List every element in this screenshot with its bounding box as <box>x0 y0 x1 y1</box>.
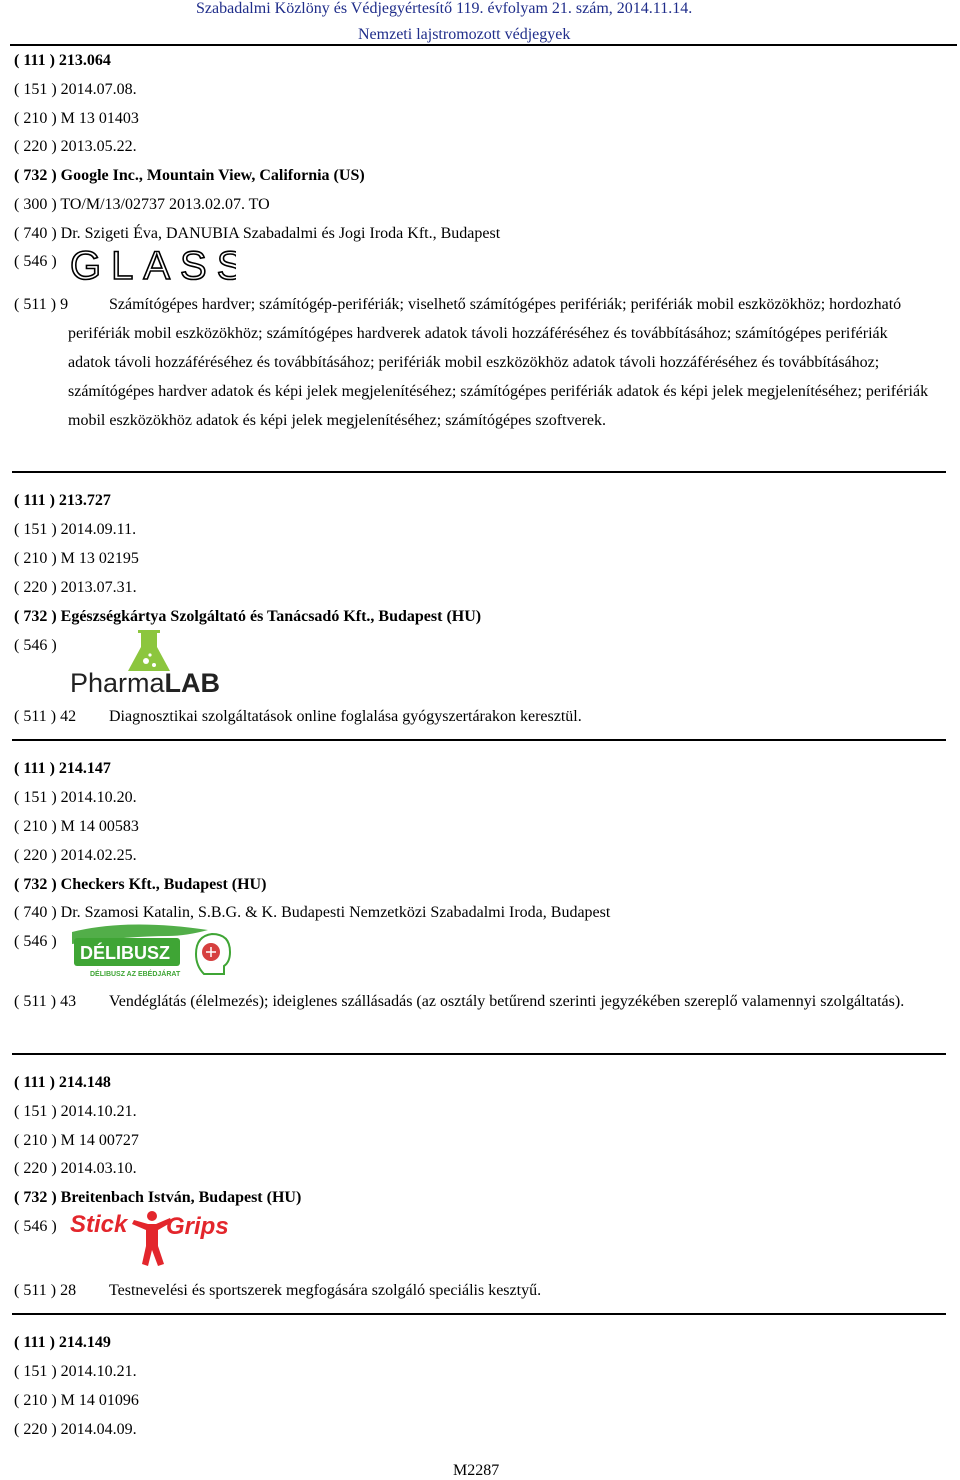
entry3-reg-number: ( 111 ) 214.147 <box>14 760 111 777</box>
stickgrips-logo <box>68 1206 236 1270</box>
entry3-class-text: Vendéglátás (élelmezés); ideiglenes szállásadás (az osztály betűrend szerinti jegyzékében szereplő valamennyi szolgáltatás). <box>109 993 905 1010</box>
entry2-classification <box>14 702 934 731</box>
entry3-classification <box>14 987 934 1016</box>
entry3-class-code: ( 511 ) 43 <box>14 993 77 1010</box>
entry1-mark-label: ( 546 ) <box>14 253 57 270</box>
entry-separator <box>12 471 946 473</box>
entry3-mark-label: ( 546 ) <box>14 933 57 950</box>
entry2-class-text: Diagnosztikai szolgáltatások online foglalása gyógyszertárakon keresztül. <box>109 708 582 725</box>
entry5-reg-date: ( 151 ) 2014.10.21. <box>14 1363 137 1380</box>
entry-separator <box>12 739 946 741</box>
entry3-representative: ( 740 ) Dr. Szamosi Katalin, S.B.G. & K. Budapesti Nemzetközi Szabadalmi Iroda, Budapest <box>14 904 611 921</box>
stickgrips-logo-text-b: Grips <box>166 1213 229 1240</box>
svg-text:PharmaLAB <box>70 668 220 696</box>
pharmalab-logo-text-b: LAB <box>164 668 221 696</box>
entry1-reg-date: ( 151 ) 2014.07.08. <box>14 81 137 98</box>
page-number: M2287 <box>453 1462 500 1479</box>
entry3-filing-date: ( 220 ) 2014.02.25. <box>14 847 137 864</box>
entry1-app-number: ( 210 ) M 13 01403 <box>14 110 139 127</box>
entry4-reg-number: ( 111 ) 214.148 <box>14 1074 111 1091</box>
entry-separator <box>12 1053 946 1055</box>
entry1-filing-date: ( 220 ) 2013.05.22. <box>14 138 137 155</box>
head-icon <box>196 934 230 974</box>
entry5-reg-number: ( 111 ) 214.149 <box>14 1334 111 1351</box>
entry4-filing-date: ( 220 ) 2014.03.10. <box>14 1160 137 1177</box>
entry2-app-number: ( 210 ) M 13 02195 <box>14 550 139 567</box>
entry1-priority: ( 300 ) TO/M/13/02737 2013.02.07. TO <box>14 196 270 213</box>
entry4-mark-label: ( 546 ) <box>14 1218 57 1235</box>
entry3-reg-date: ( 151 ) 2014.10.20. <box>14 789 137 806</box>
entry2-filing-date: ( 220 ) 2013.07.31. <box>14 579 137 596</box>
entry5-filing-date: ( 220 ) 2014.04.09. <box>14 1421 137 1438</box>
stickgrips-logo-text-a: Stick <box>70 1211 128 1238</box>
pharmalab-logo-text-a: Pharma <box>70 668 165 696</box>
glass-logo <box>70 246 236 284</box>
entry3-owner: ( 732 ) Checkers Kft., Budapest (HU) <box>14 876 267 893</box>
entry2-reg-date: ( 151 ) 2014.09.11. <box>14 521 137 538</box>
entry2-class-code: ( 511 ) 42 <box>14 708 77 725</box>
entry1-class-code: ( 511 ) 9 <box>14 296 69 313</box>
entry5-app-number: ( 210 ) M 14 01096 <box>14 1392 139 1409</box>
entry4-classification <box>14 1276 934 1305</box>
entry1-reg-number: ( 111 ) 213.064 <box>14 52 111 69</box>
glass-logo-text: GLASS <box>70 246 236 284</box>
entry1-representative: ( 740 ) Dr. Szigeti Éva, DANUBIA Szabadalmi és Jogi Iroda Kft., Budapest <box>14 225 501 242</box>
delibusz-logo-sub: DÉLIBUSZ AZ EBÉDJÁRAT <box>90 971 181 978</box>
entry-separator <box>12 1313 946 1315</box>
entry4-owner: ( 732 ) Breitenbach István, Budapest (HU) <box>14 1189 302 1206</box>
entry2-reg-number: ( 111 ) 213.727 <box>14 492 111 509</box>
flask-icon <box>128 630 170 671</box>
entry2-mark-label: ( 546 ) <box>14 637 57 654</box>
entry4-app-number: ( 210 ) M 14 00727 <box>14 1132 139 1149</box>
entry1-owner: ( 732 ) Google Inc., Mountain View, California (US) <box>14 167 365 184</box>
publication-title: Szabadalmi Közlöny és Védjegyértesítő 119. évfolyam 21. szám, 2014.11.14. <box>196 0 693 17</box>
entry3-app-number: ( 210 ) M 14 00583 <box>14 818 139 835</box>
entry4-class-text: Testnevelési és sportszerek megfogására szolgáló speciális kesztyű. <box>109 1282 542 1299</box>
entry2-owner: ( 732 ) Egészségkártya Szolgáltató és Tanácsadó Kft., Budapest (HU) <box>14 608 482 625</box>
entry1-class-text: Számítógépes hardver; számítógép-perifériák; viselhető számítógépes perifériák; perifériák mobil eszközökhöz; hordozható perifériák mobil eszközökhöz; számítógépes hardverek adatok távoli hozzáféréséhez és továbbításához; számítógépes perifériák adatok távoli hozzáféréséhez és továbbításához; perifériák mobil eszközökhöz adatok távoli hozzáféréséhez és továbbításához; számítógépes hardver adatok és képi jelek megjelenítéséhez; számítógépes perifériák adatok és képi jelek megjelenítéséhez; perifériák mobil eszközökhöz adatok és képi jelek megjelenítéséhez; számítógépes szoftverek. <box>68 296 929 429</box>
entry4-class-code: ( 511 ) 28 <box>14 1282 77 1299</box>
header-rule <box>10 44 957 46</box>
pharmalab-logo <box>68 628 236 696</box>
entry4-reg-date: ( 151 ) 2014.10.21. <box>14 1103 137 1120</box>
delibusz-logo <box>68 922 236 980</box>
entry1-classification <box>14 290 934 435</box>
delibusz-logo-text: DÉLIBUSZ <box>80 943 170 963</box>
section-title: Nemzeti lajstromozott védjegyek <box>358 26 571 43</box>
